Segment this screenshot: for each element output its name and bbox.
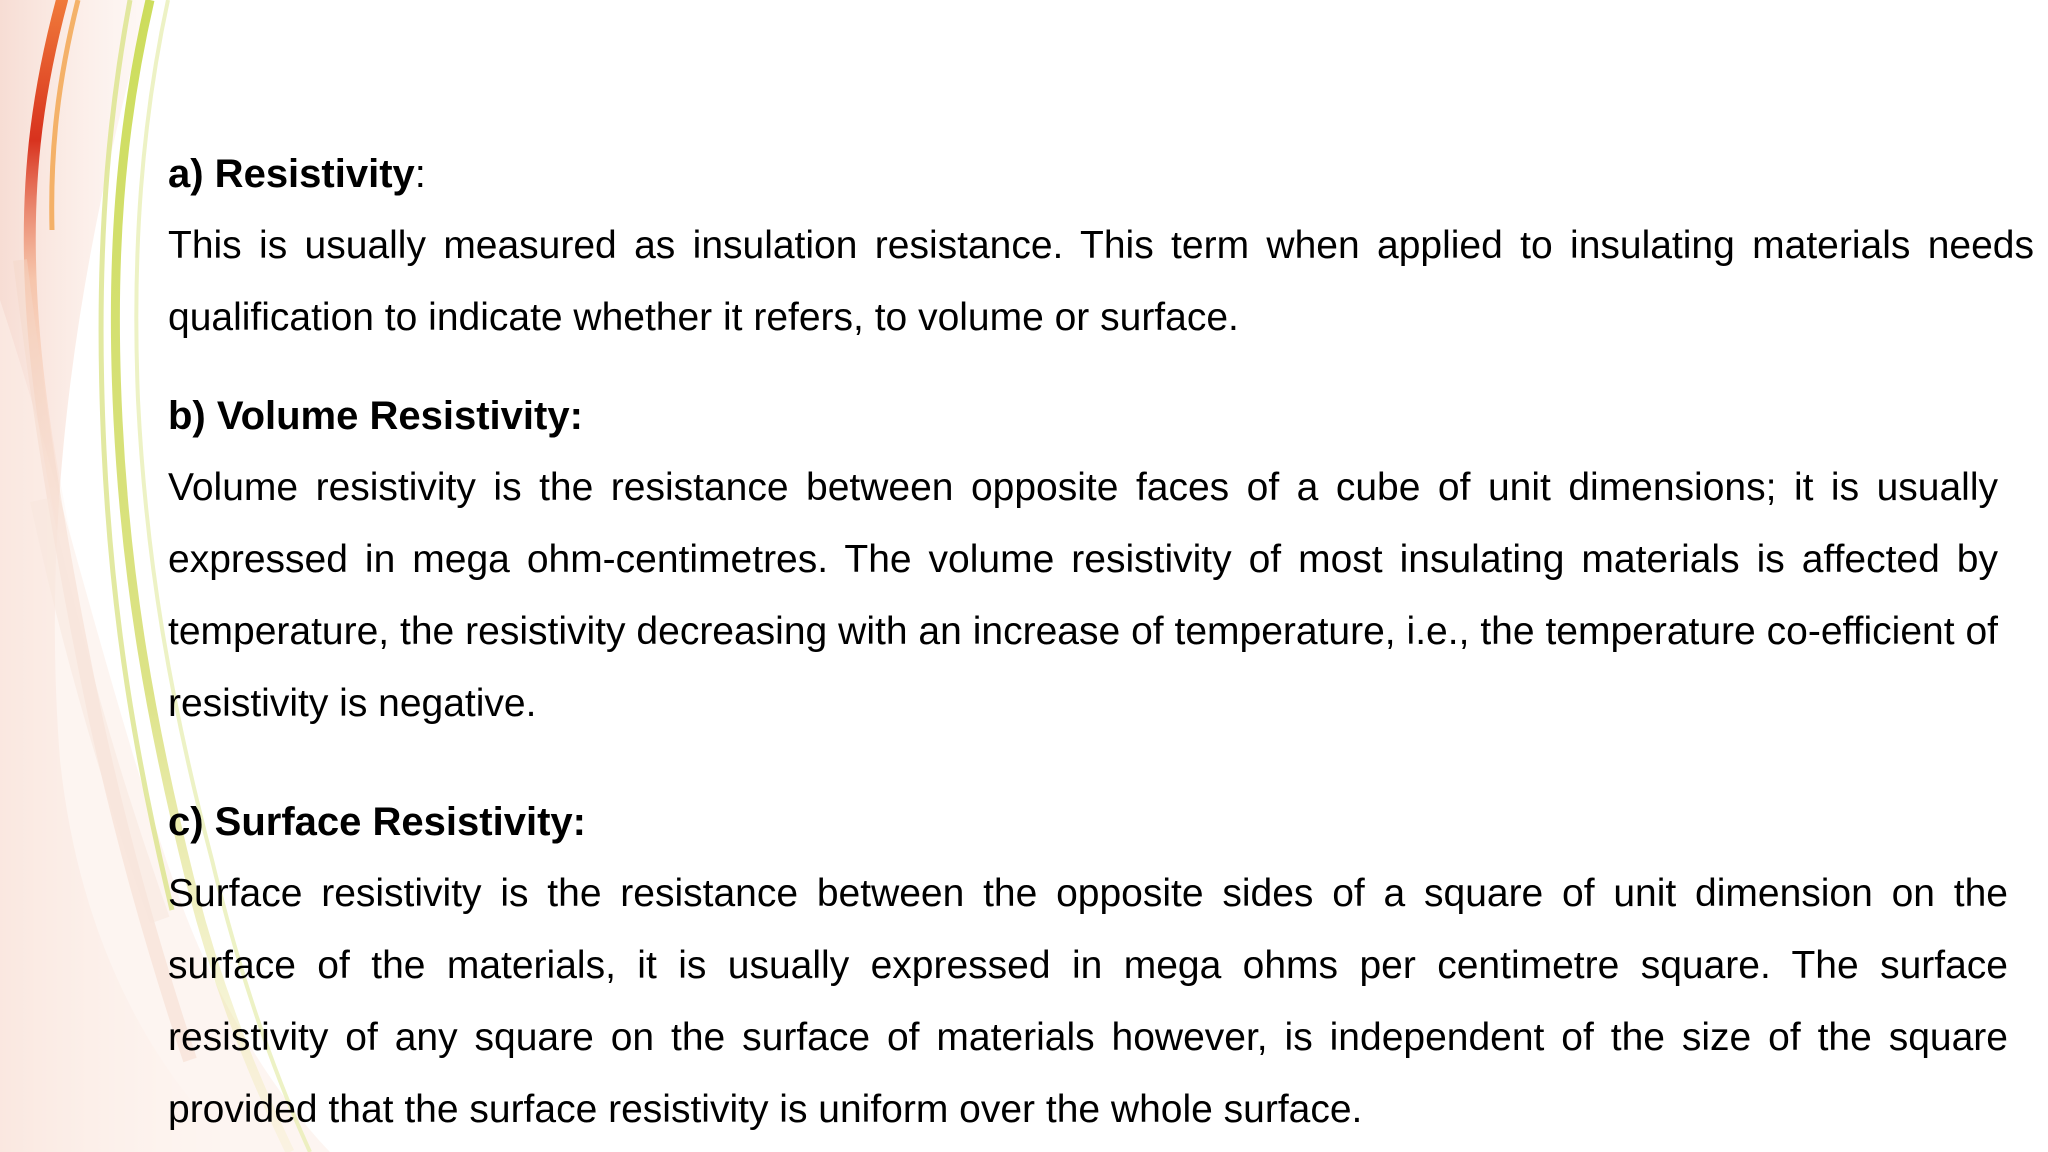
section-volume-resistivity [168,380,2036,740]
section-surface-resistivity [168,786,2036,1146]
section-resistivity [168,138,2036,354]
text-content [168,138,2036,1146]
heading-resistivity [168,138,2036,210]
heading-resistivity-label: a) Resistivity [168,152,415,196]
paragraph-volume-resistivity: Volume resistivity is the resistance between opposite faces of a cube of unit dimensions; it is usually expressed in mega ohm-centimetres. The volume resistivity of most insulating materials is affected by temperature, the resistivity decreasing with an increase of temperature, i.e., the temperature co-efficient of resistivity is negative. [168,466,1998,725]
heading-surface-resistivity: c) Surface Resistivity: [168,800,586,844]
heading-resistivity-colon: : [414,152,426,196]
paragraph-surface-resistivity: Surface resistivity is the resistance between the opposite sides of a square of unit dimension on the surface of the materials, it is usually expressed in mega ohms per centimetre square. The surface resistivity of any square on the surface of materials however, is independent of the size of the square provided that the surface resistivity is uniform over the whole surface. [168,872,2008,1131]
heading-volume-resistivity: b) Volume Resistivity: [168,394,583,438]
paragraph-resistivity: This is usually measured as insulation resistance. This term when applied to insulating materials needs qualification to indicate whether it refers, to volume or surface. [168,224,2034,339]
